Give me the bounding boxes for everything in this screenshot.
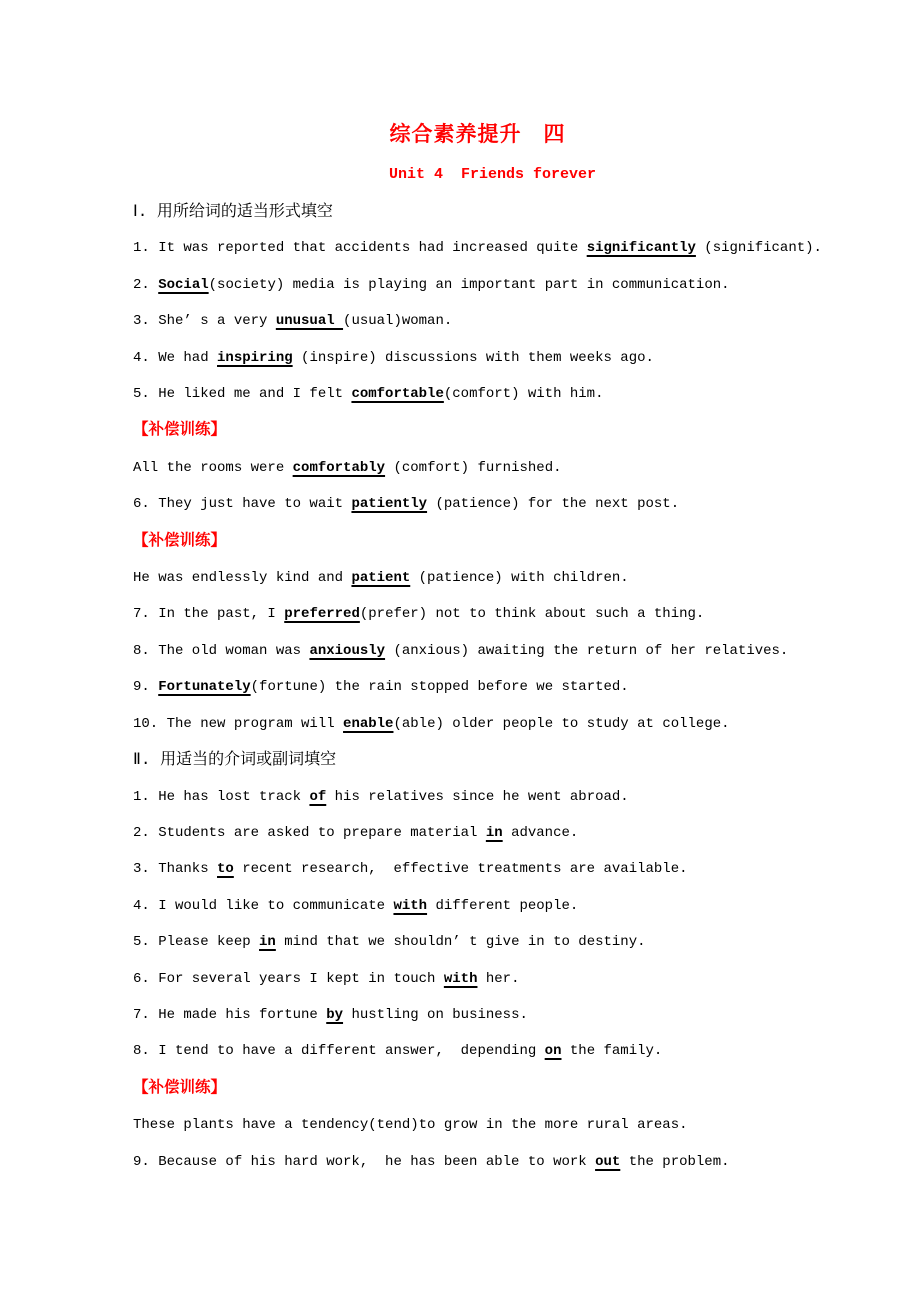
section-1-heading bbox=[133, 194, 862, 230]
text-segment: All the rooms were bbox=[133, 459, 293, 476]
text-segment: (usual)woman. bbox=[343, 313, 453, 330]
text-segment: 9. Because of his hard work, he has been able to work bbox=[133, 1153, 596, 1170]
answer-blank: Fortunately bbox=[158, 679, 251, 696]
text-segment: 9. bbox=[133, 679, 159, 696]
exercise-line bbox=[133, 997, 862, 1033]
text-segment: 1. It was reported that accidents had increased quite bbox=[133, 240, 587, 257]
text-segment: 7. He made his fortune bbox=[133, 1006, 327, 1023]
text-segment: 6. For several years I kept in touch bbox=[133, 970, 444, 987]
exercise-line bbox=[133, 486, 862, 522]
text-segment: 1. He has lost track bbox=[133, 788, 310, 805]
text-segment: hustling on business. bbox=[343, 1006, 528, 1023]
answer-blank: with bbox=[443, 970, 478, 987]
exercise-line bbox=[133, 633, 862, 669]
text-segment: different people. bbox=[427, 897, 579, 914]
answer-blank: preferred bbox=[284, 606, 360, 623]
training-tag bbox=[133, 523, 862, 560]
text-segment: the family. bbox=[561, 1043, 663, 1060]
exercise-line bbox=[133, 851, 862, 887]
unit-subtitle: Unit 4 Friends forever bbox=[388, 166, 597, 183]
text-segment: her. bbox=[477, 970, 520, 987]
text-segment: (inspire) discussions with them weeks ago. bbox=[292, 349, 654, 366]
text-segment: 6. They just have to wait bbox=[133, 496, 352, 513]
answer-blank: Social bbox=[158, 276, 209, 293]
answer-blank: out bbox=[595, 1153, 621, 1170]
text-segment: Ⅰ. 用所给词的适当形式填空 bbox=[133, 203, 333, 221]
answer-blank: comfortably bbox=[292, 459, 386, 476]
exercise-line bbox=[133, 560, 862, 596]
answer-blank: patiently bbox=[351, 496, 428, 513]
text-segment: his relatives since he went abroad. bbox=[326, 788, 629, 805]
answer-blank: enable bbox=[343, 715, 394, 732]
answer-blank: anxiously bbox=[309, 642, 386, 659]
exercise-line bbox=[133, 779, 862, 815]
exercise-line bbox=[133, 267, 862, 303]
answer-blank: significantly bbox=[586, 240, 696, 257]
text-segment: 【补偿训练】 bbox=[133, 531, 227, 550]
answer-blank: comfortable bbox=[351, 386, 444, 403]
exercise-line bbox=[133, 1107, 862, 1143]
exercise-line bbox=[133, 815, 862, 851]
text-segment: 【补偿训练】 bbox=[133, 421, 227, 440]
text-segment: 5. He liked me and I felt bbox=[133, 386, 352, 403]
text-segment: 4. We had bbox=[133, 349, 218, 366]
answer-blank: by bbox=[326, 1006, 344, 1023]
text-segment: advance. bbox=[502, 824, 579, 841]
text-segment: 7. In the past, I bbox=[133, 606, 285, 623]
exercise-line bbox=[133, 230, 862, 266]
text-segment: 4. I would like to communicate bbox=[133, 897, 394, 914]
text-segment: (prefer) not to think about such a thing. bbox=[359, 606, 705, 623]
page-title: 综合素养提升 四 bbox=[389, 122, 566, 146]
text-segment: 3. Thanks bbox=[133, 861, 218, 878]
text-segment: (comfort) furnished. bbox=[385, 459, 562, 476]
text-segment: He was endlessly kind and bbox=[133, 570, 352, 587]
answer-blank: patient bbox=[351, 570, 411, 587]
text-segment: the problem. bbox=[620, 1153, 730, 1170]
text-segment: (comfort) with him. bbox=[443, 386, 604, 403]
exercise-line bbox=[133, 303, 862, 339]
exercise-line bbox=[133, 596, 862, 632]
worksheet-body bbox=[133, 194, 862, 1180]
text-segment: 8. The old woman was bbox=[133, 642, 310, 659]
text-segment: recent research, effective treatments are available. bbox=[233, 861, 688, 878]
text-segment: 5. Please keep bbox=[133, 934, 260, 951]
training-tag bbox=[133, 1070, 862, 1107]
answer-blank: inspiring bbox=[217, 349, 293, 366]
text-segment: Ⅱ. 用适当的介词或副词填空 bbox=[133, 751, 337, 770]
text-segment: (significant). bbox=[695, 240, 822, 257]
text-segment: (anxious) awaiting the return of her relatives. bbox=[385, 642, 789, 659]
exercise-line bbox=[133, 888, 862, 924]
text-segment: (able) older people to study at college. bbox=[393, 715, 730, 732]
answer-blank: in bbox=[485, 824, 503, 841]
exercise-line bbox=[133, 1033, 862, 1069]
training-tag bbox=[133, 412, 862, 449]
text-segment: 10. The new program will bbox=[133, 715, 344, 732]
exercise-line bbox=[133, 1144, 862, 1180]
text-segment: (fortune) the rain stopped before we started. bbox=[250, 679, 629, 696]
exercise-line bbox=[133, 706, 862, 742]
exercise-line bbox=[133, 340, 862, 376]
exercise-line bbox=[133, 924, 862, 960]
text-segment: (patience) with children. bbox=[410, 570, 629, 587]
text-segment: These plants have a tendency(tend)to grow in the more rural areas. bbox=[133, 1117, 688, 1134]
answer-blank: to bbox=[217, 861, 234, 878]
text-segment: 2. bbox=[133, 276, 159, 293]
exercise-line bbox=[133, 376, 862, 412]
answer-blank: with bbox=[393, 897, 428, 914]
section-2-heading bbox=[133, 742, 862, 778]
answer-blank: in bbox=[259, 934, 276, 951]
exercise-line bbox=[133, 450, 862, 486]
exercise-line bbox=[133, 961, 862, 997]
text-segment: 【补偿训练】 bbox=[133, 1078, 227, 1097]
text-segment: 2. Students are asked to prepare material bbox=[133, 824, 486, 841]
answer-blank: on bbox=[544, 1043, 562, 1060]
answer-blank: of bbox=[309, 788, 327, 805]
text-segment: (patience) for the next post. bbox=[427, 496, 680, 513]
exercise-line bbox=[133, 669, 862, 705]
text-segment: 8. I tend to have a different answer, depending bbox=[133, 1043, 545, 1060]
text-segment: 3. She’ s a very bbox=[133, 313, 276, 330]
text-segment: (society) media is playing an important part in communication. bbox=[208, 276, 730, 293]
answer-blank: unusual bbox=[275, 313, 344, 330]
text-segment: mind that we shouldn’ t give in to destiny. bbox=[275, 934, 646, 951]
